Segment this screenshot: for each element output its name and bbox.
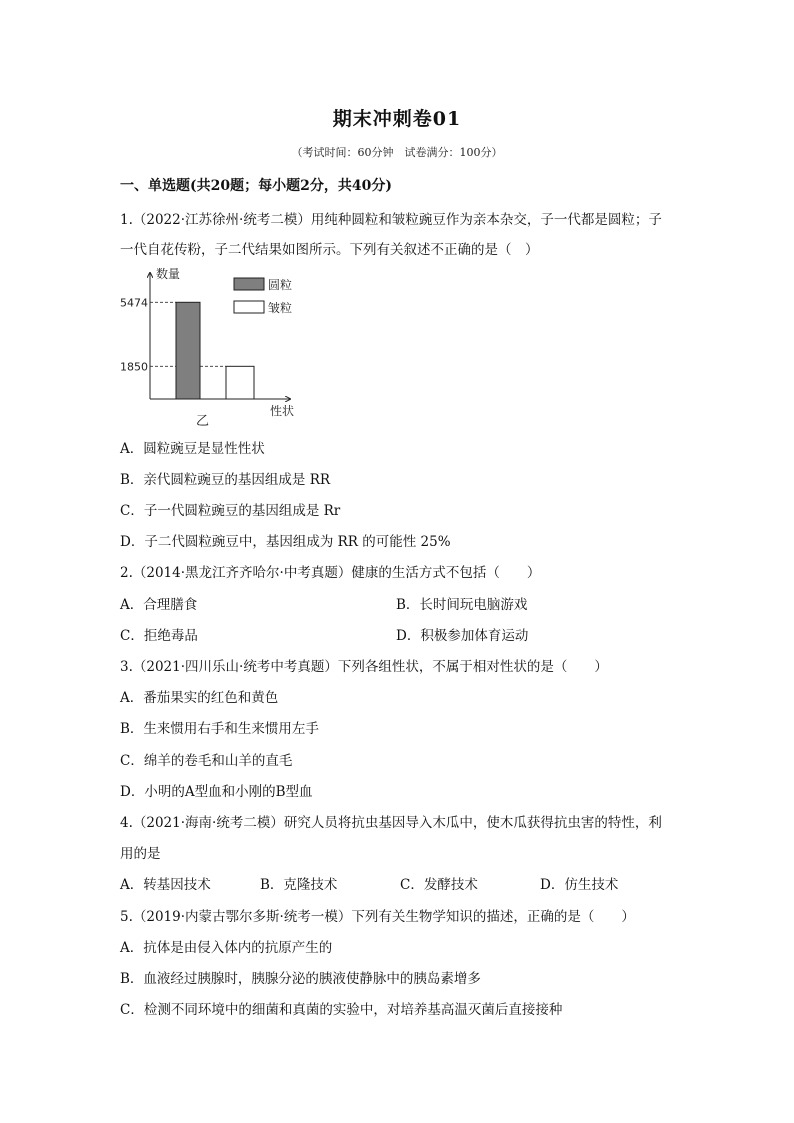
question-2-stem: 2.（2014·黑龙江齐齐哈尔·中考真题）健康的生活方式不包括（ ） [120, 565, 541, 581]
legend-label-wrinkled: 皱粒 [268, 301, 293, 315]
x-tick-label: 乙 [196, 414, 210, 429]
exam-info: （考试时间：60分钟 试卷满分：100分） [291, 146, 503, 159]
question-5-stem: 5.（2019·内蒙古鄂尔多斯·统考一模）下列有关生物学知识的描述，正确的是（ ） [120, 909, 635, 925]
section-heading: 一、单选题(共20题；每小题2分，共40分) [120, 178, 392, 194]
question-2-option-b[interactable]: B．长时间玩电脑游戏 [396, 597, 528, 613]
question-3-option-a[interactable]: A．番茄果实的红色和黄色 [120, 690, 279, 706]
y-axis-label: 数量 [156, 267, 181, 281]
question-3-option-c[interactable]: C．绵羊的卷毛和山羊的直毛 [120, 753, 293, 769]
question-2-option-c[interactable]: C．拒绝毒品 [120, 628, 198, 644]
question-3-option-d[interactable]: D．小明的A型血和小刚的B型血 [120, 784, 313, 800]
legend-swatch-wrinkled [234, 301, 264, 313]
question-1-option-d[interactable]: D．子二代圆粒豌豆中，基因组成为 RR 的可能性 25% [120, 534, 451, 550]
question-4-option-c[interactable]: C．发酵技术 [400, 877, 478, 893]
question-2-option-d[interactable]: D．积极参加体育运动 [396, 628, 529, 644]
x-axis-label: 性状 [270, 404, 295, 418]
question-5-option-b[interactable]: B．血液经过胰腺时，胰腺分泌的胰液使静脉中的胰岛素增多 [120, 971, 481, 987]
question-1-option-a[interactable]: A．圆粒豌豆是显性性状 [120, 441, 265, 457]
y-tick-label-5474: 5474 [120, 296, 148, 310]
question-4-option-a[interactable]: A．转基因技术 [120, 877, 211, 893]
bar-chart [118, 263, 318, 433]
question-5-option-a[interactable]: A．抗体是由侵入体内的抗原产生的 [120, 940, 333, 956]
question-4-options [120, 873, 680, 893]
question-4-option-b[interactable]: B．克隆技术 [260, 877, 338, 893]
bar-round [176, 302, 200, 399]
question-1-option-b[interactable]: B．亲代圆粒豌豆的基因组成是 RR [120, 472, 331, 488]
question-2-option-a[interactable]: A．合理膳食 [120, 597, 198, 613]
legend-swatch-round [234, 278, 264, 290]
question-1-stem-cont: 一代自花传粉，子二代结果如图所示。下列有关叙述不正确的是（ ） [120, 242, 539, 258]
question-3-option-b[interactable]: B．生来惯用右手和生来惯用左手 [120, 721, 319, 737]
question-4-option-d[interactable]: D．仿生技术 [540, 877, 619, 893]
question-5-option-c[interactable]: C．检测不同环境中的细菌和真菌的实验中，对培养基高温灭菌后直接接种 [120, 1002, 563, 1018]
question-4-stem: 4.（2021·海南·统考二模）研究人员将抗虫基因导入木瓜中，使木瓜获得抗虫害的特性，利 [120, 815, 662, 831]
y-tick-label-1850: 1850 [120, 360, 148, 374]
question-1-option-c[interactable]: C．子一代圆粒豌豆的基因组成是 Rr [120, 503, 341, 519]
question-1-stem: 1.（2022·江苏徐州·统考二模）用纯种圆粒和皱粒豌豆作为亲本杂交，子一代都是圆粒；子 [120, 212, 662, 228]
legend-label-round: 圆粒 [268, 278, 293, 292]
page-title: 期末冲刺卷01 [332, 108, 462, 130]
question-4-stem-cont: 用的是 [120, 846, 161, 862]
bar-wrinkled [226, 366, 254, 399]
question-3-stem: 3.（2021·四川乐山·统考中考真题）下列各组性状，不属于相对性状的是（ ） [120, 659, 608, 675]
